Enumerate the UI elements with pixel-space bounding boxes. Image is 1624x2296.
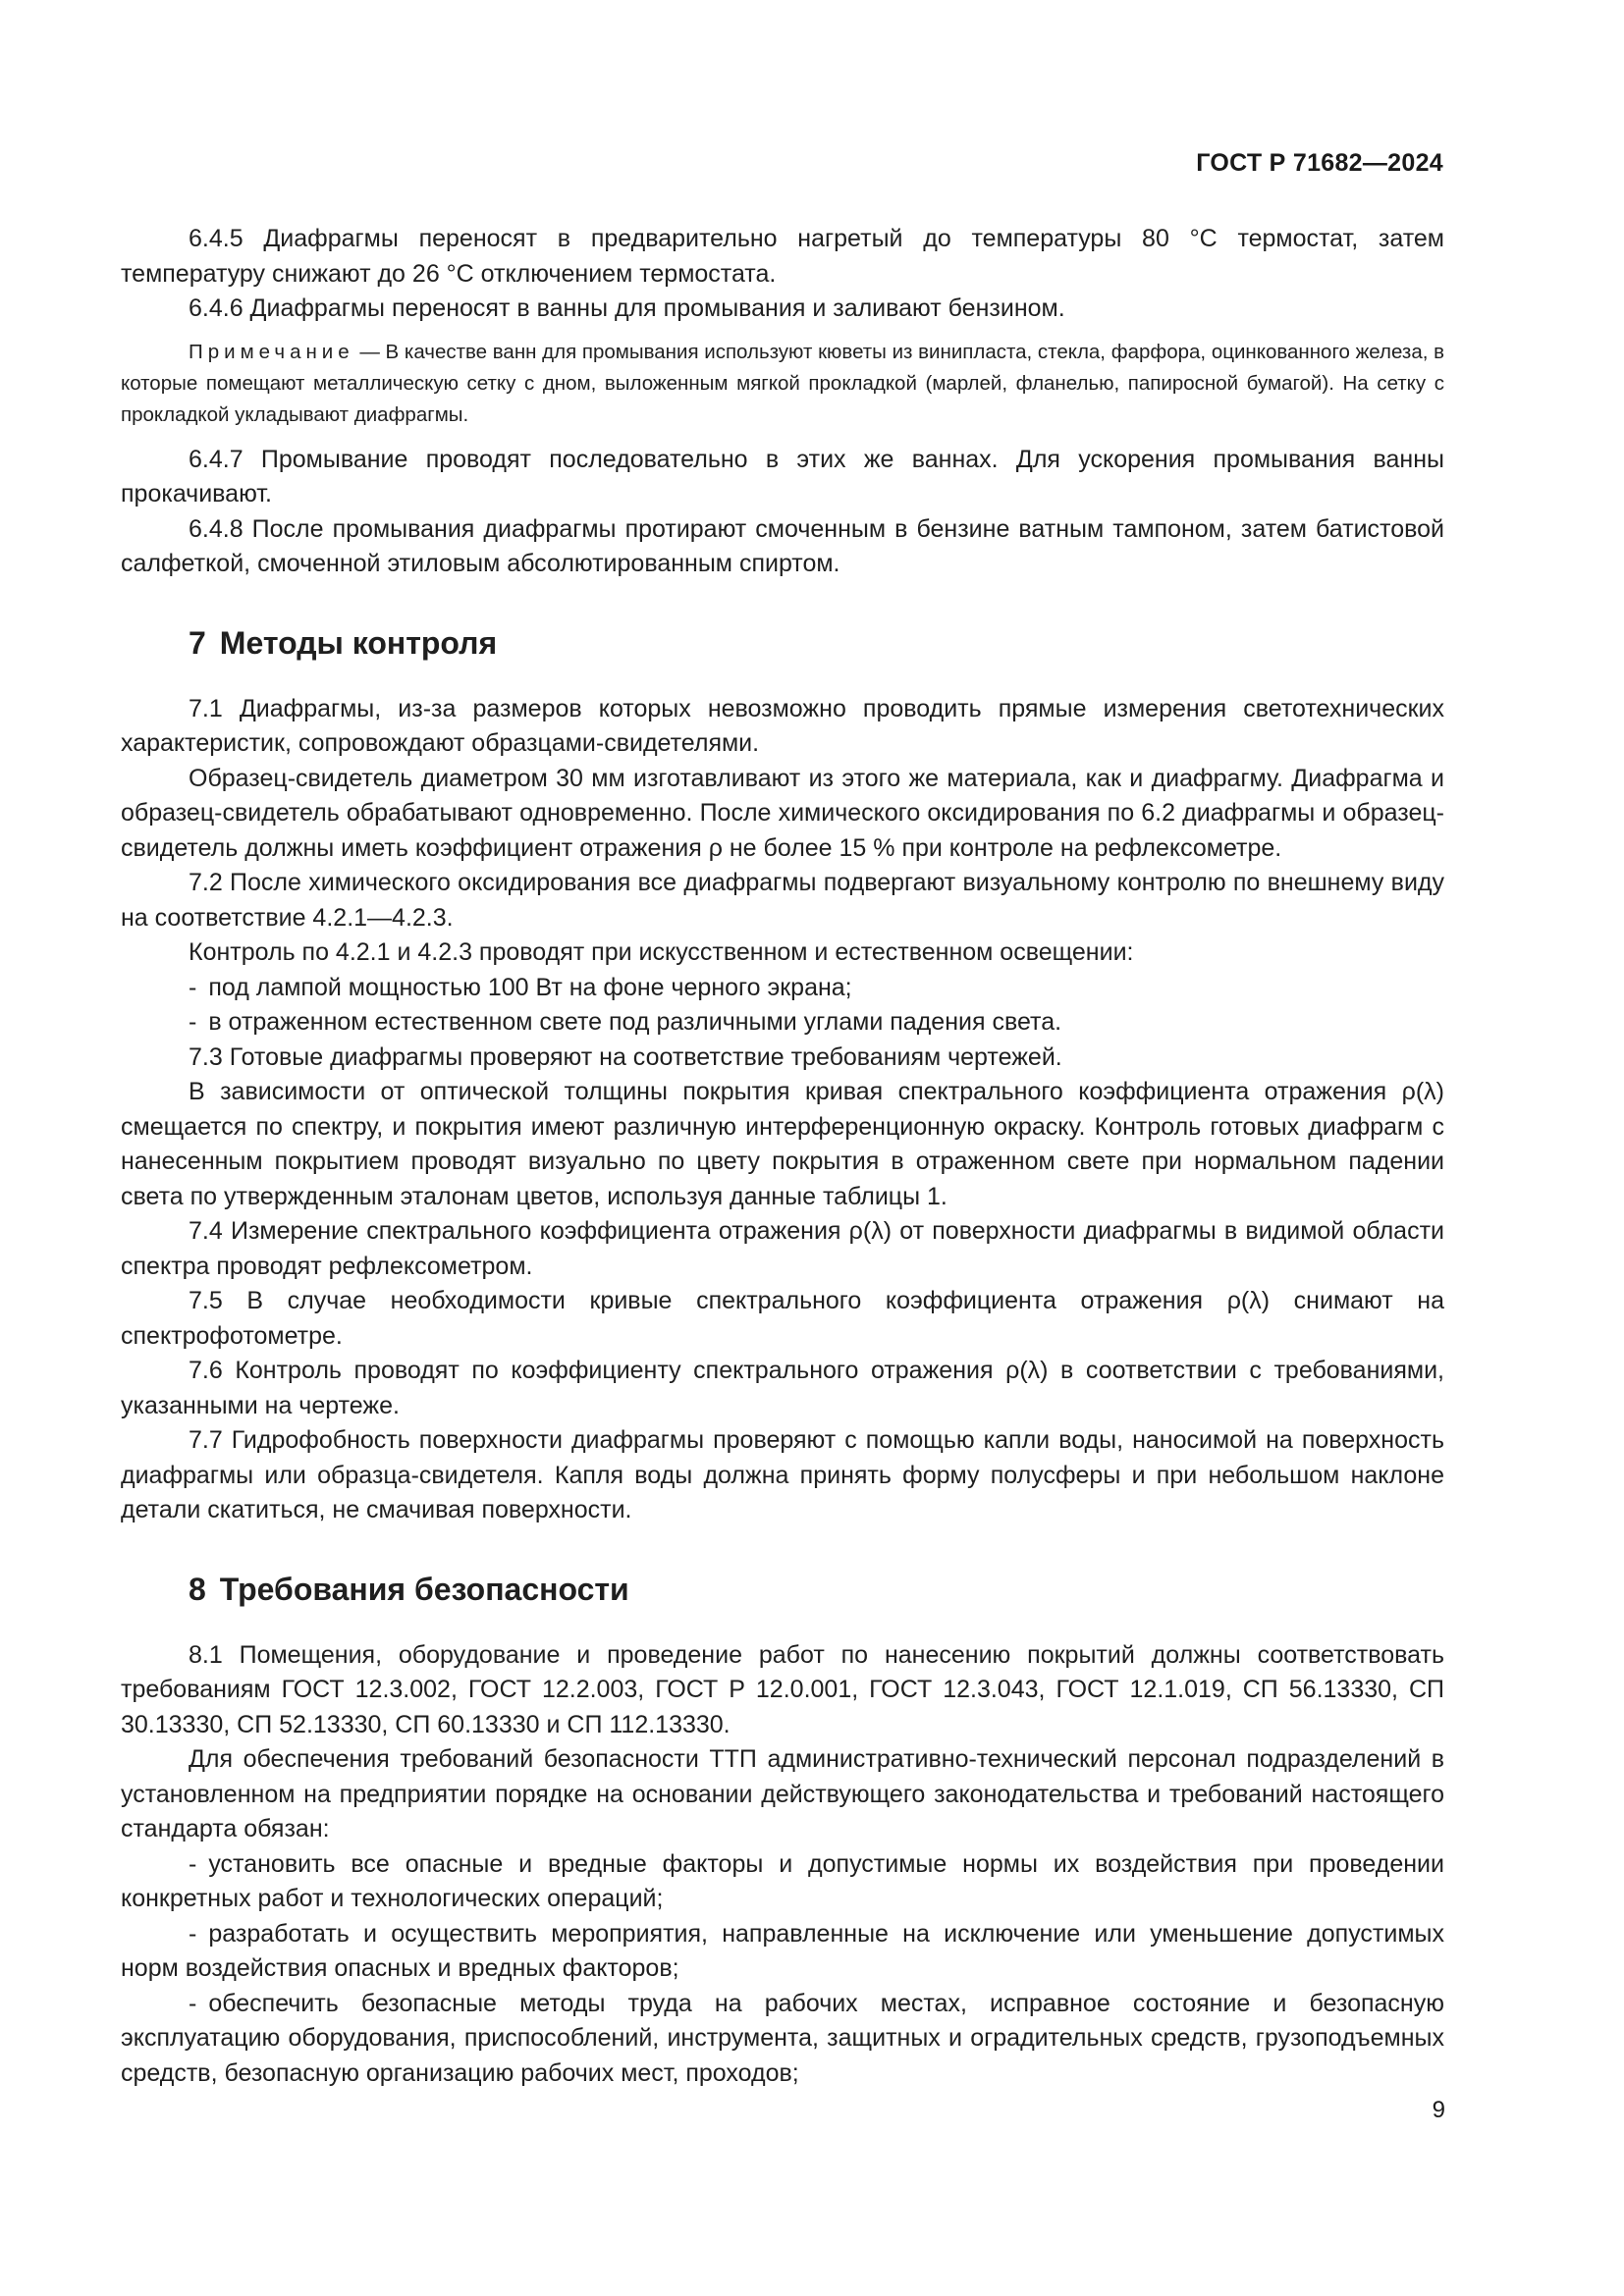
paragraph-7-1: 7.1 Диафрагмы, из-за размеров которых невозможно проводить прямые измерения светотехнических характеристик, сопровождают образцами-свидетелями. <box>121 694 1444 757</box>
paragraph-6-4-7: 6.4.7 Промывание проводят последовательно в этих же ваннах. Для ускорения промывания ванны прокачивают. <box>121 445 1444 507</box>
list-item-text: разработать и осуществить мероприятия, направленные на исключение или уменьшение допустимых норм воздействия опасных и вредных факторов; <box>121 1919 1444 1982</box>
dash-marker: - <box>189 1849 197 1878</box>
list-item-text: установить все опасные и вредные факторы и допустимые нормы их воздействия при проведении конкретных работ и технологических операций; <box>121 1849 1444 1912</box>
list-item-text: обеспечить безопасные методы труда на рабочих местах, исправное состояние и безопасную эксплуатацию оборудования, приспособлений, инструмента, защитных и оградительных средств, грузоподъемных средств, безопасную организацию рабочих мест, проходов; <box>121 1989 1444 2087</box>
list-item-text: под лампой мощностью 100 Вт на фоне черного экрана; <box>208 973 852 1001</box>
paragraph-6-4-6: 6.4.6 Диафрагмы переносят в ванны для промывания и заливают бензином. <box>189 294 1065 322</box>
note-block <box>121 337 1444 431</box>
section-8-heading <box>189 1570 1444 1609</box>
note-label: Примечание <box>189 340 354 363</box>
list-item <box>121 1005 1444 1041</box>
paragraph-7-5: 7.5 В случае необходимости кривые спектрального коэффициента отражения ρ(λ) снимают на спектрофотометре. <box>121 1287 1444 1350</box>
note-text: — В качестве ванн для промывания используют кюветы из винипласта, стекла, фарфора, оцинкованного железа, в которые помещают металлическую сетку с дном, выложенным мягкой прокладкой (марлей, фланелью, папиросной бумагой). На сетку с прокладкой укладывают диафрагмы. <box>121 340 1444 426</box>
dash-marker: - <box>189 1919 197 1948</box>
dash-marker: - <box>189 1008 197 1036</box>
paragraph-6-4-5: 6.4.5 Диафрагмы переносят в предварительно нагретый до температуры 80 °С термостат, затем температуру снижают до 26 °С отключением термостата. <box>121 225 1444 288</box>
paragraph-8-1: 8.1 Помещения, оборудование и проведение работ по нанесению покрытий должны соответствовать требованиям ГОСТ 12.3.002, ГОСТ 12.2.003, ГОСТ Р 12.0.001, ГОСТ 12.3.043, ГОСТ 12.1.019, СП 56.13330, СП 30.13330, СП 52.13330, СП 60.13330 и СП 112.13330. <box>121 1640 1444 1738</box>
list-item <box>121 1987 1444 2092</box>
paragraph-7-2: 7.2 После химического оксидирования все диафрагмы подвергают визуальному контролю по внешнему виду на соответствие 4.2.1—4.2.3. <box>121 869 1444 932</box>
paragraph-7-4: 7.4 Измерение спектрального коэффициента отражения ρ(λ) от поверхности диафрагмы в видимой области спектра проводят рефлексометром. <box>121 1217 1444 1280</box>
section-7-title: Методы контроля <box>219 624 498 661</box>
paragraph-6-4-8: 6.4.8 После промывания диафрагмы протирают смоченным в бензине ватным тампоном, затем батистовой салфеткой, смоченной этиловым абсолютированным спиртом. <box>121 514 1444 577</box>
paragraph-8-1-duties: Для обеспечения требований безопасности ТТП административно-технический персонал подразделений в установленном на предприятии порядке на основании действующего законодательства и требований настоящего стандарта обязан: <box>121 1745 1444 1842</box>
paragraph-7-2-lighting: Контроль по 4.2.1 и 4.2.3 проводят при искусственном и естественном освещении: <box>189 938 1134 966</box>
paragraph-7-6: 7.6 Контроль проводят по коэффициенту спектрального отражения ρ(λ) в соответствии с требованиями, указанными на чертеже. <box>121 1357 1444 1419</box>
section-7-number: 7 <box>189 624 206 661</box>
document-body <box>121 222 1444 2091</box>
section-7-heading <box>189 623 1444 663</box>
section-8-number: 8 <box>189 1571 206 1607</box>
document-code-header: ГОСТ Р 71682—2024 <box>1196 149 1443 177</box>
dash-marker: - <box>189 1989 197 2017</box>
list-item-text: в отраженном естественном свете под различными углами падения света. <box>208 1008 1062 1036</box>
list-item <box>121 1847 1444 1917</box>
paragraph-7-7: 7.7 Гидрофобность поверхности диафрагмы проверяют с помощью капли воды, наносимой на поверхность диафрагмы или образца-свидетеля. Капля воды должна принять форму полусферы и при небольшом наклоне детали скатиться, не смачивая поверхности. <box>121 1426 1444 1523</box>
list-item <box>121 1917 1444 1987</box>
section-8-title: Требования безопасности <box>219 1571 629 1607</box>
list-item <box>121 971 1444 1006</box>
paragraph-7-1-witness: Образец-свидетель диаметром 30 мм изготавливают из этого же материала, как и диафрагму. Диафрагма и образец-свидетель обрабатывают одновременно. После химического оксидирования по 6.2 диафрагмы и образец-свидетель должны иметь коэффициент отражения ρ не более 15 % при контроле на рефлексометре. <box>121 764 1444 862</box>
dash-marker: - <box>189 973 197 1001</box>
page-number: 9 <box>1432 2097 1445 2123</box>
paragraph-7-3: 7.3 Готовые диафрагмы проверяют на соответствие требованиям чертежей. <box>189 1042 1062 1071</box>
paragraph-7-3-spectrum: В зависимости от оптической толщины покрытия кривая спектрального коэффициента отражения ρ(λ) смещается по спектру, и покрытия имеют различную интерференционную окраску. Контроль готовых диафрагм с нанесенным покрытием проводят визуально по цвету покрытия в отраженном свете при нормальном падении света по утвержденным эталонам цветов, используя данные таблицы 1. <box>121 1078 1444 1210</box>
